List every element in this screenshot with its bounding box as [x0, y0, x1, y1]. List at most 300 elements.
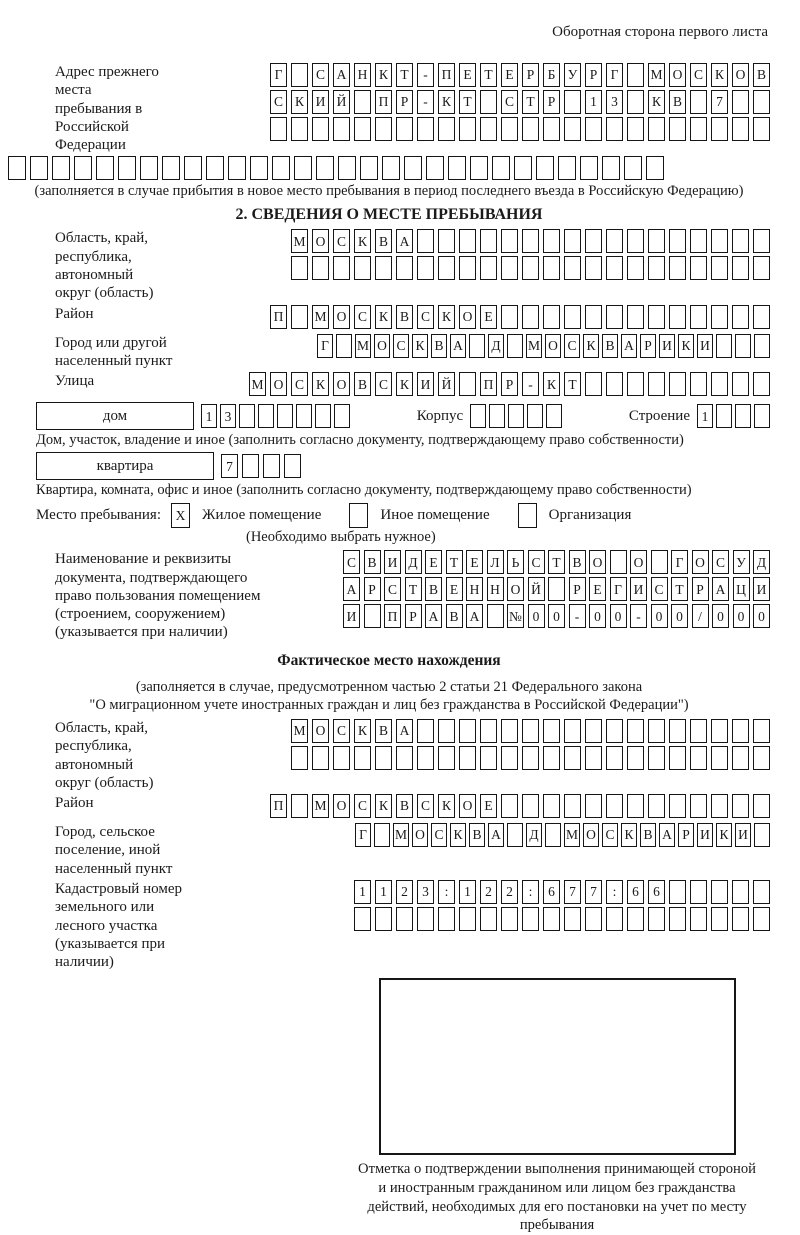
char-cell[interactable]	[690, 117, 707, 141]
char-cell[interactable]: С	[291, 372, 308, 396]
char-cell[interactable]: О	[589, 550, 606, 574]
char-cell[interactable]: Т	[405, 577, 422, 601]
char-cell[interactable]	[711, 907, 728, 931]
char-cell[interactable]	[527, 404, 543, 428]
char-cell[interactable]	[508, 404, 524, 428]
char-cell[interactable]	[438, 229, 455, 253]
char-cell[interactable]	[522, 256, 539, 280]
char-cell[interactable]: К	[648, 90, 665, 114]
char-cell[interactable]	[585, 794, 602, 818]
char-cell[interactable]	[546, 404, 562, 428]
char-cell[interactable]: О	[583, 823, 599, 847]
char-cell[interactable]: 0	[548, 604, 565, 628]
char-cell[interactable]: О	[312, 229, 329, 253]
char-cell[interactable]: О	[732, 63, 749, 87]
char-cell[interactable]: С	[375, 372, 392, 396]
char-cell[interactable]: 7	[564, 880, 581, 904]
char-cell[interactable]	[438, 256, 455, 280]
char-cell[interactable]	[669, 746, 686, 770]
char-cell[interactable]	[459, 229, 476, 253]
char-cell[interactable]: 6	[543, 880, 560, 904]
char-cell[interactable]	[754, 823, 770, 847]
char-cell[interactable]: С	[417, 794, 434, 818]
char-cell[interactable]	[690, 907, 707, 931]
char-cell[interactable]	[480, 746, 497, 770]
char-cell[interactable]: В	[396, 794, 413, 818]
char-cell[interactable]	[470, 404, 486, 428]
char-cell[interactable]: О	[374, 334, 390, 358]
char-cell[interactable]: О	[545, 334, 561, 358]
char-cell[interactable]	[417, 229, 434, 253]
char-cell[interactable]	[732, 305, 749, 329]
char-cell[interactable]: В	[396, 305, 413, 329]
stay-option-organization-checkbox[interactable]	[518, 503, 537, 528]
char-cell[interactable]: П	[270, 794, 287, 818]
char-cell[interactable]: М	[393, 823, 409, 847]
char-cell[interactable]: К	[354, 719, 371, 743]
char-cell[interactable]	[585, 229, 602, 253]
char-cell[interactable]	[585, 256, 602, 280]
char-cell[interactable]	[118, 156, 136, 180]
char-cell[interactable]	[716, 334, 732, 358]
char-cell[interactable]: А	[466, 604, 483, 628]
char-cell[interactable]	[333, 117, 350, 141]
char-cell[interactable]: И	[735, 823, 751, 847]
char-cell[interactable]	[333, 256, 350, 280]
char-cell[interactable]: С	[564, 334, 580, 358]
char-cell[interactable]: И	[659, 334, 675, 358]
char-cell[interactable]: 0	[712, 604, 729, 628]
char-cell[interactable]	[74, 156, 92, 180]
char-cell[interactable]	[564, 305, 581, 329]
char-cell[interactable]: Т	[480, 63, 497, 87]
char-cell[interactable]	[417, 117, 434, 141]
char-cell[interactable]: С	[270, 90, 287, 114]
char-cell[interactable]: 1	[354, 880, 371, 904]
char-cell[interactable]: К	[375, 305, 392, 329]
char-cell[interactable]	[690, 746, 707, 770]
char-cell[interactable]	[514, 156, 532, 180]
char-cell[interactable]	[184, 156, 202, 180]
char-cell[interactable]	[360, 156, 378, 180]
char-cell[interactable]	[753, 229, 770, 253]
char-cell[interactable]: В	[469, 823, 485, 847]
char-cell[interactable]	[753, 719, 770, 743]
char-cell[interactable]: К	[678, 334, 694, 358]
char-cell[interactable]: А	[425, 604, 442, 628]
char-cell[interactable]: М	[564, 823, 580, 847]
char-cell[interactable]: С	[333, 719, 350, 743]
char-cell[interactable]: П	[384, 604, 401, 628]
char-cell[interactable]	[669, 794, 686, 818]
char-cell[interactable]	[602, 156, 620, 180]
char-cell[interactable]	[417, 746, 434, 770]
char-cell[interactable]: В	[354, 372, 371, 396]
char-cell[interactable]: С	[651, 577, 668, 601]
char-cell[interactable]	[334, 404, 350, 428]
char-cell[interactable]: Г	[610, 577, 627, 601]
char-cell[interactable]: Г	[355, 823, 371, 847]
char-cell[interactable]	[315, 404, 331, 428]
char-cell[interactable]: -	[522, 372, 539, 396]
char-cell[interactable]	[312, 117, 329, 141]
char-cell[interactable]	[507, 823, 523, 847]
char-cell[interactable]: К	[716, 823, 732, 847]
char-cell[interactable]	[606, 719, 623, 743]
char-cell[interactable]: С	[354, 794, 371, 818]
char-cell[interactable]: С	[528, 550, 545, 574]
char-cell[interactable]	[753, 117, 770, 141]
char-cell[interactable]: С	[333, 229, 350, 253]
char-cell[interactable]: 7	[585, 880, 602, 904]
char-cell[interactable]	[646, 156, 664, 180]
char-cell[interactable]	[585, 746, 602, 770]
char-cell[interactable]	[711, 719, 728, 743]
char-cell[interactable]	[648, 746, 665, 770]
char-cell[interactable]	[30, 156, 48, 180]
char-cell[interactable]	[627, 229, 644, 253]
char-cell[interactable]: С	[417, 305, 434, 329]
char-cell[interactable]	[250, 156, 268, 180]
stay-option-residential-checkbox[interactable]: X	[171, 503, 190, 528]
char-cell[interactable]	[732, 117, 749, 141]
char-cell[interactable]: В	[669, 90, 686, 114]
char-cell[interactable]: В	[375, 719, 392, 743]
char-cell[interactable]: И	[417, 372, 434, 396]
char-cell[interactable]: 0	[753, 604, 770, 628]
char-cell[interactable]	[459, 719, 476, 743]
char-cell[interactable]	[501, 907, 518, 931]
char-cell[interactable]: Т	[671, 577, 688, 601]
char-cell[interactable]	[375, 907, 392, 931]
char-cell[interactable]	[690, 794, 707, 818]
char-cell[interactable]	[585, 719, 602, 743]
char-cell[interactable]	[564, 746, 581, 770]
char-cell[interactable]: 3	[220, 404, 236, 428]
char-cell[interactable]: Т	[548, 550, 565, 574]
char-cell[interactable]	[754, 404, 770, 428]
char-cell[interactable]	[690, 305, 707, 329]
char-cell[interactable]	[548, 577, 565, 601]
char-cell[interactable]	[448, 156, 466, 180]
char-cell[interactable]	[501, 305, 518, 329]
char-cell[interactable]	[669, 880, 686, 904]
char-cell[interactable]	[690, 372, 707, 396]
char-cell[interactable]: М	[291, 719, 308, 743]
char-cell[interactable]: П	[480, 372, 497, 396]
char-cell[interactable]: Р	[640, 334, 656, 358]
char-cell[interactable]: О	[333, 794, 350, 818]
char-cell[interactable]: К	[438, 90, 455, 114]
char-cell[interactable]: И	[697, 823, 713, 847]
char-cell[interactable]: А	[621, 334, 637, 358]
char-cell[interactable]	[711, 794, 728, 818]
char-cell[interactable]: С	[501, 90, 518, 114]
char-cell[interactable]: К	[375, 63, 392, 87]
char-cell[interactable]: 3	[606, 90, 623, 114]
char-cell[interactable]	[732, 907, 749, 931]
char-cell[interactable]	[606, 256, 623, 280]
char-cell[interactable]: У	[564, 63, 581, 87]
char-cell[interactable]	[522, 305, 539, 329]
char-cell[interactable]	[564, 117, 581, 141]
char-cell[interactable]: О	[270, 372, 287, 396]
char-cell[interactable]: К	[438, 305, 455, 329]
char-cell[interactable]: К	[621, 823, 637, 847]
char-cell[interactable]	[753, 794, 770, 818]
char-cell[interactable]	[480, 719, 497, 743]
char-cell[interactable]	[375, 746, 392, 770]
char-cell[interactable]	[364, 604, 381, 628]
char-cell[interactable]: Р	[501, 372, 518, 396]
char-cell[interactable]	[501, 117, 518, 141]
char-cell[interactable]: В	[602, 334, 618, 358]
char-cell[interactable]: С	[312, 63, 329, 87]
char-cell[interactable]: В	[753, 63, 770, 87]
char-cell[interactable]	[648, 719, 665, 743]
char-cell[interactable]: Ц	[733, 577, 750, 601]
char-cell[interactable]	[606, 229, 623, 253]
char-cell[interactable]	[753, 907, 770, 931]
char-cell[interactable]	[291, 305, 308, 329]
char-cell[interactable]: И	[384, 550, 401, 574]
char-cell[interactable]	[263, 454, 280, 478]
char-cell[interactable]: Е	[480, 305, 497, 329]
char-cell[interactable]	[627, 794, 644, 818]
char-cell[interactable]: Е	[480, 794, 497, 818]
char-cell[interactable]: С	[354, 305, 371, 329]
char-cell[interactable]	[501, 794, 518, 818]
char-cell[interactable]: Г	[671, 550, 688, 574]
char-cell[interactable]: 2	[396, 880, 413, 904]
char-cell[interactable]	[627, 117, 644, 141]
char-cell[interactable]: Е	[446, 577, 463, 601]
char-cell[interactable]	[291, 746, 308, 770]
char-cell[interactable]	[459, 907, 476, 931]
char-cell[interactable]: О	[333, 372, 350, 396]
char-cell[interactable]	[580, 156, 598, 180]
char-cell[interactable]: С	[690, 63, 707, 87]
char-cell[interactable]: А	[343, 577, 360, 601]
char-cell[interactable]: Д	[526, 823, 542, 847]
char-cell[interactable]	[648, 256, 665, 280]
char-cell[interactable]	[489, 404, 505, 428]
char-cell[interactable]	[732, 719, 749, 743]
char-cell[interactable]	[522, 117, 539, 141]
char-cell[interactable]	[753, 305, 770, 329]
char-cell[interactable]: 1	[585, 90, 602, 114]
char-cell[interactable]	[606, 305, 623, 329]
char-cell[interactable]: В	[446, 604, 463, 628]
char-cell[interactable]: 2	[480, 880, 497, 904]
char-cell[interactable]	[470, 156, 488, 180]
char-cell[interactable]: 0	[610, 604, 627, 628]
char-cell[interactable]	[564, 794, 581, 818]
char-cell[interactable]: В	[431, 334, 447, 358]
char-cell[interactable]: О	[692, 550, 709, 574]
char-cell[interactable]	[522, 229, 539, 253]
char-cell[interactable]: 2	[501, 880, 518, 904]
char-cell[interactable]	[382, 156, 400, 180]
char-cell[interactable]	[669, 256, 686, 280]
char-cell[interactable]	[648, 372, 665, 396]
char-cell[interactable]	[711, 117, 728, 141]
char-cell[interactable]: К	[354, 229, 371, 253]
char-cell[interactable]: О	[507, 577, 524, 601]
char-cell[interactable]: М	[312, 794, 329, 818]
char-cell[interactable]	[732, 372, 749, 396]
char-cell[interactable]	[333, 746, 350, 770]
char-cell[interactable]: 1	[697, 404, 713, 428]
char-cell[interactable]: А	[333, 63, 350, 87]
char-cell[interactable]	[417, 907, 434, 931]
char-cell[interactable]: О	[312, 719, 329, 743]
char-cell[interactable]	[162, 156, 180, 180]
char-cell[interactable]	[396, 256, 413, 280]
char-cell[interactable]	[735, 404, 751, 428]
char-cell[interactable]	[690, 719, 707, 743]
char-cell[interactable]	[258, 404, 274, 428]
char-cell[interactable]: С	[712, 550, 729, 574]
char-cell[interactable]: О	[669, 63, 686, 87]
char-cell[interactable]	[690, 880, 707, 904]
char-cell[interactable]	[52, 156, 70, 180]
char-cell[interactable]: Т	[446, 550, 463, 574]
char-cell[interactable]: С	[384, 577, 401, 601]
char-cell[interactable]: Р	[585, 63, 602, 87]
char-cell[interactable]	[438, 117, 455, 141]
char-cell[interactable]: К	[583, 334, 599, 358]
char-cell[interactable]: И	[630, 577, 647, 601]
char-cell[interactable]	[480, 907, 497, 931]
char-cell[interactable]: Д	[405, 550, 422, 574]
char-cell[interactable]: -	[630, 604, 647, 628]
char-cell[interactable]	[140, 156, 158, 180]
char-cell[interactable]	[606, 372, 623, 396]
char-cell[interactable]: 0	[733, 604, 750, 628]
char-cell[interactable]	[711, 880, 728, 904]
char-cell[interactable]: 0	[671, 604, 688, 628]
char-cell[interactable]	[545, 823, 561, 847]
char-cell[interactable]	[338, 156, 356, 180]
char-cell[interactable]: Т	[564, 372, 581, 396]
char-cell[interactable]	[354, 117, 371, 141]
char-cell[interactable]: /	[692, 604, 709, 628]
char-cell[interactable]: №	[507, 604, 524, 628]
char-cell[interactable]	[669, 372, 686, 396]
char-cell[interactable]: Й	[528, 577, 545, 601]
char-cell[interactable]	[732, 90, 749, 114]
char-cell[interactable]	[627, 90, 644, 114]
char-cell[interactable]	[291, 794, 308, 818]
char-cell[interactable]	[585, 117, 602, 141]
char-cell[interactable]: О	[333, 305, 350, 329]
char-cell[interactable]	[270, 117, 287, 141]
char-cell[interactable]: -	[417, 63, 434, 87]
char-cell[interactable]	[291, 256, 308, 280]
char-cell[interactable]: К	[450, 823, 466, 847]
char-cell[interactable]: И	[343, 604, 360, 628]
char-cell[interactable]	[669, 907, 686, 931]
char-cell[interactable]	[753, 746, 770, 770]
char-cell[interactable]	[480, 117, 497, 141]
char-cell[interactable]	[690, 256, 707, 280]
char-cell[interactable]	[732, 880, 749, 904]
char-cell[interactable]	[627, 746, 644, 770]
char-cell[interactable]	[438, 746, 455, 770]
char-cell[interactable]: У	[733, 550, 750, 574]
char-cell[interactable]: С	[343, 550, 360, 574]
char-cell[interactable]: Д	[488, 334, 504, 358]
char-cell[interactable]	[753, 256, 770, 280]
char-cell[interactable]	[522, 907, 539, 931]
char-cell[interactable]	[501, 256, 518, 280]
char-cell[interactable]	[648, 794, 665, 818]
char-cell[interactable]	[417, 256, 434, 280]
char-cell[interactable]	[501, 229, 518, 253]
char-cell[interactable]: А	[396, 229, 413, 253]
char-cell[interactable]	[543, 256, 560, 280]
char-cell[interactable]	[375, 256, 392, 280]
char-cell[interactable]: А	[396, 719, 413, 743]
char-cell[interactable]	[487, 604, 504, 628]
char-cell[interactable]: 3	[417, 880, 434, 904]
char-cell[interactable]	[627, 63, 644, 87]
char-cell[interactable]: 6	[627, 880, 644, 904]
char-cell[interactable]: И	[697, 334, 713, 358]
char-cell[interactable]: 0	[528, 604, 545, 628]
char-cell[interactable]	[354, 90, 371, 114]
char-cell[interactable]	[96, 156, 114, 180]
char-cell[interactable]: Н	[487, 577, 504, 601]
char-cell[interactable]: Р	[522, 63, 539, 87]
char-cell[interactable]	[543, 794, 560, 818]
char-cell[interactable]: Р	[543, 90, 560, 114]
char-cell[interactable]	[312, 746, 329, 770]
char-cell[interactable]	[459, 746, 476, 770]
char-cell[interactable]: М	[526, 334, 542, 358]
char-cell[interactable]	[690, 90, 707, 114]
char-cell[interactable]: Р	[678, 823, 694, 847]
char-cell[interactable]: К	[312, 372, 329, 396]
char-cell[interactable]	[206, 156, 224, 180]
char-cell[interactable]: В	[425, 577, 442, 601]
char-cell[interactable]: Е	[501, 63, 518, 87]
char-cell[interactable]	[648, 229, 665, 253]
char-cell[interactable]	[507, 334, 523, 358]
char-cell[interactable]	[669, 229, 686, 253]
char-cell[interactable]: Л	[487, 550, 504, 574]
char-cell[interactable]: Р	[405, 604, 422, 628]
char-cell[interactable]: К	[543, 372, 560, 396]
char-cell[interactable]	[669, 719, 686, 743]
char-cell[interactable]	[624, 156, 642, 180]
char-cell[interactable]: М	[312, 305, 329, 329]
char-cell[interactable]: 1	[459, 880, 476, 904]
char-cell[interactable]: К	[291, 90, 308, 114]
char-cell[interactable]: 0	[589, 604, 606, 628]
char-cell[interactable]: :	[606, 880, 623, 904]
char-cell[interactable]: 6	[648, 880, 665, 904]
char-cell[interactable]	[374, 823, 390, 847]
char-cell[interactable]	[543, 229, 560, 253]
char-cell[interactable]: -	[417, 90, 434, 114]
char-cell[interactable]	[469, 334, 485, 358]
char-cell[interactable]: Р	[364, 577, 381, 601]
char-cell[interactable]: Н	[354, 63, 371, 87]
char-cell[interactable]	[522, 719, 539, 743]
char-cell[interactable]: Г	[270, 63, 287, 87]
